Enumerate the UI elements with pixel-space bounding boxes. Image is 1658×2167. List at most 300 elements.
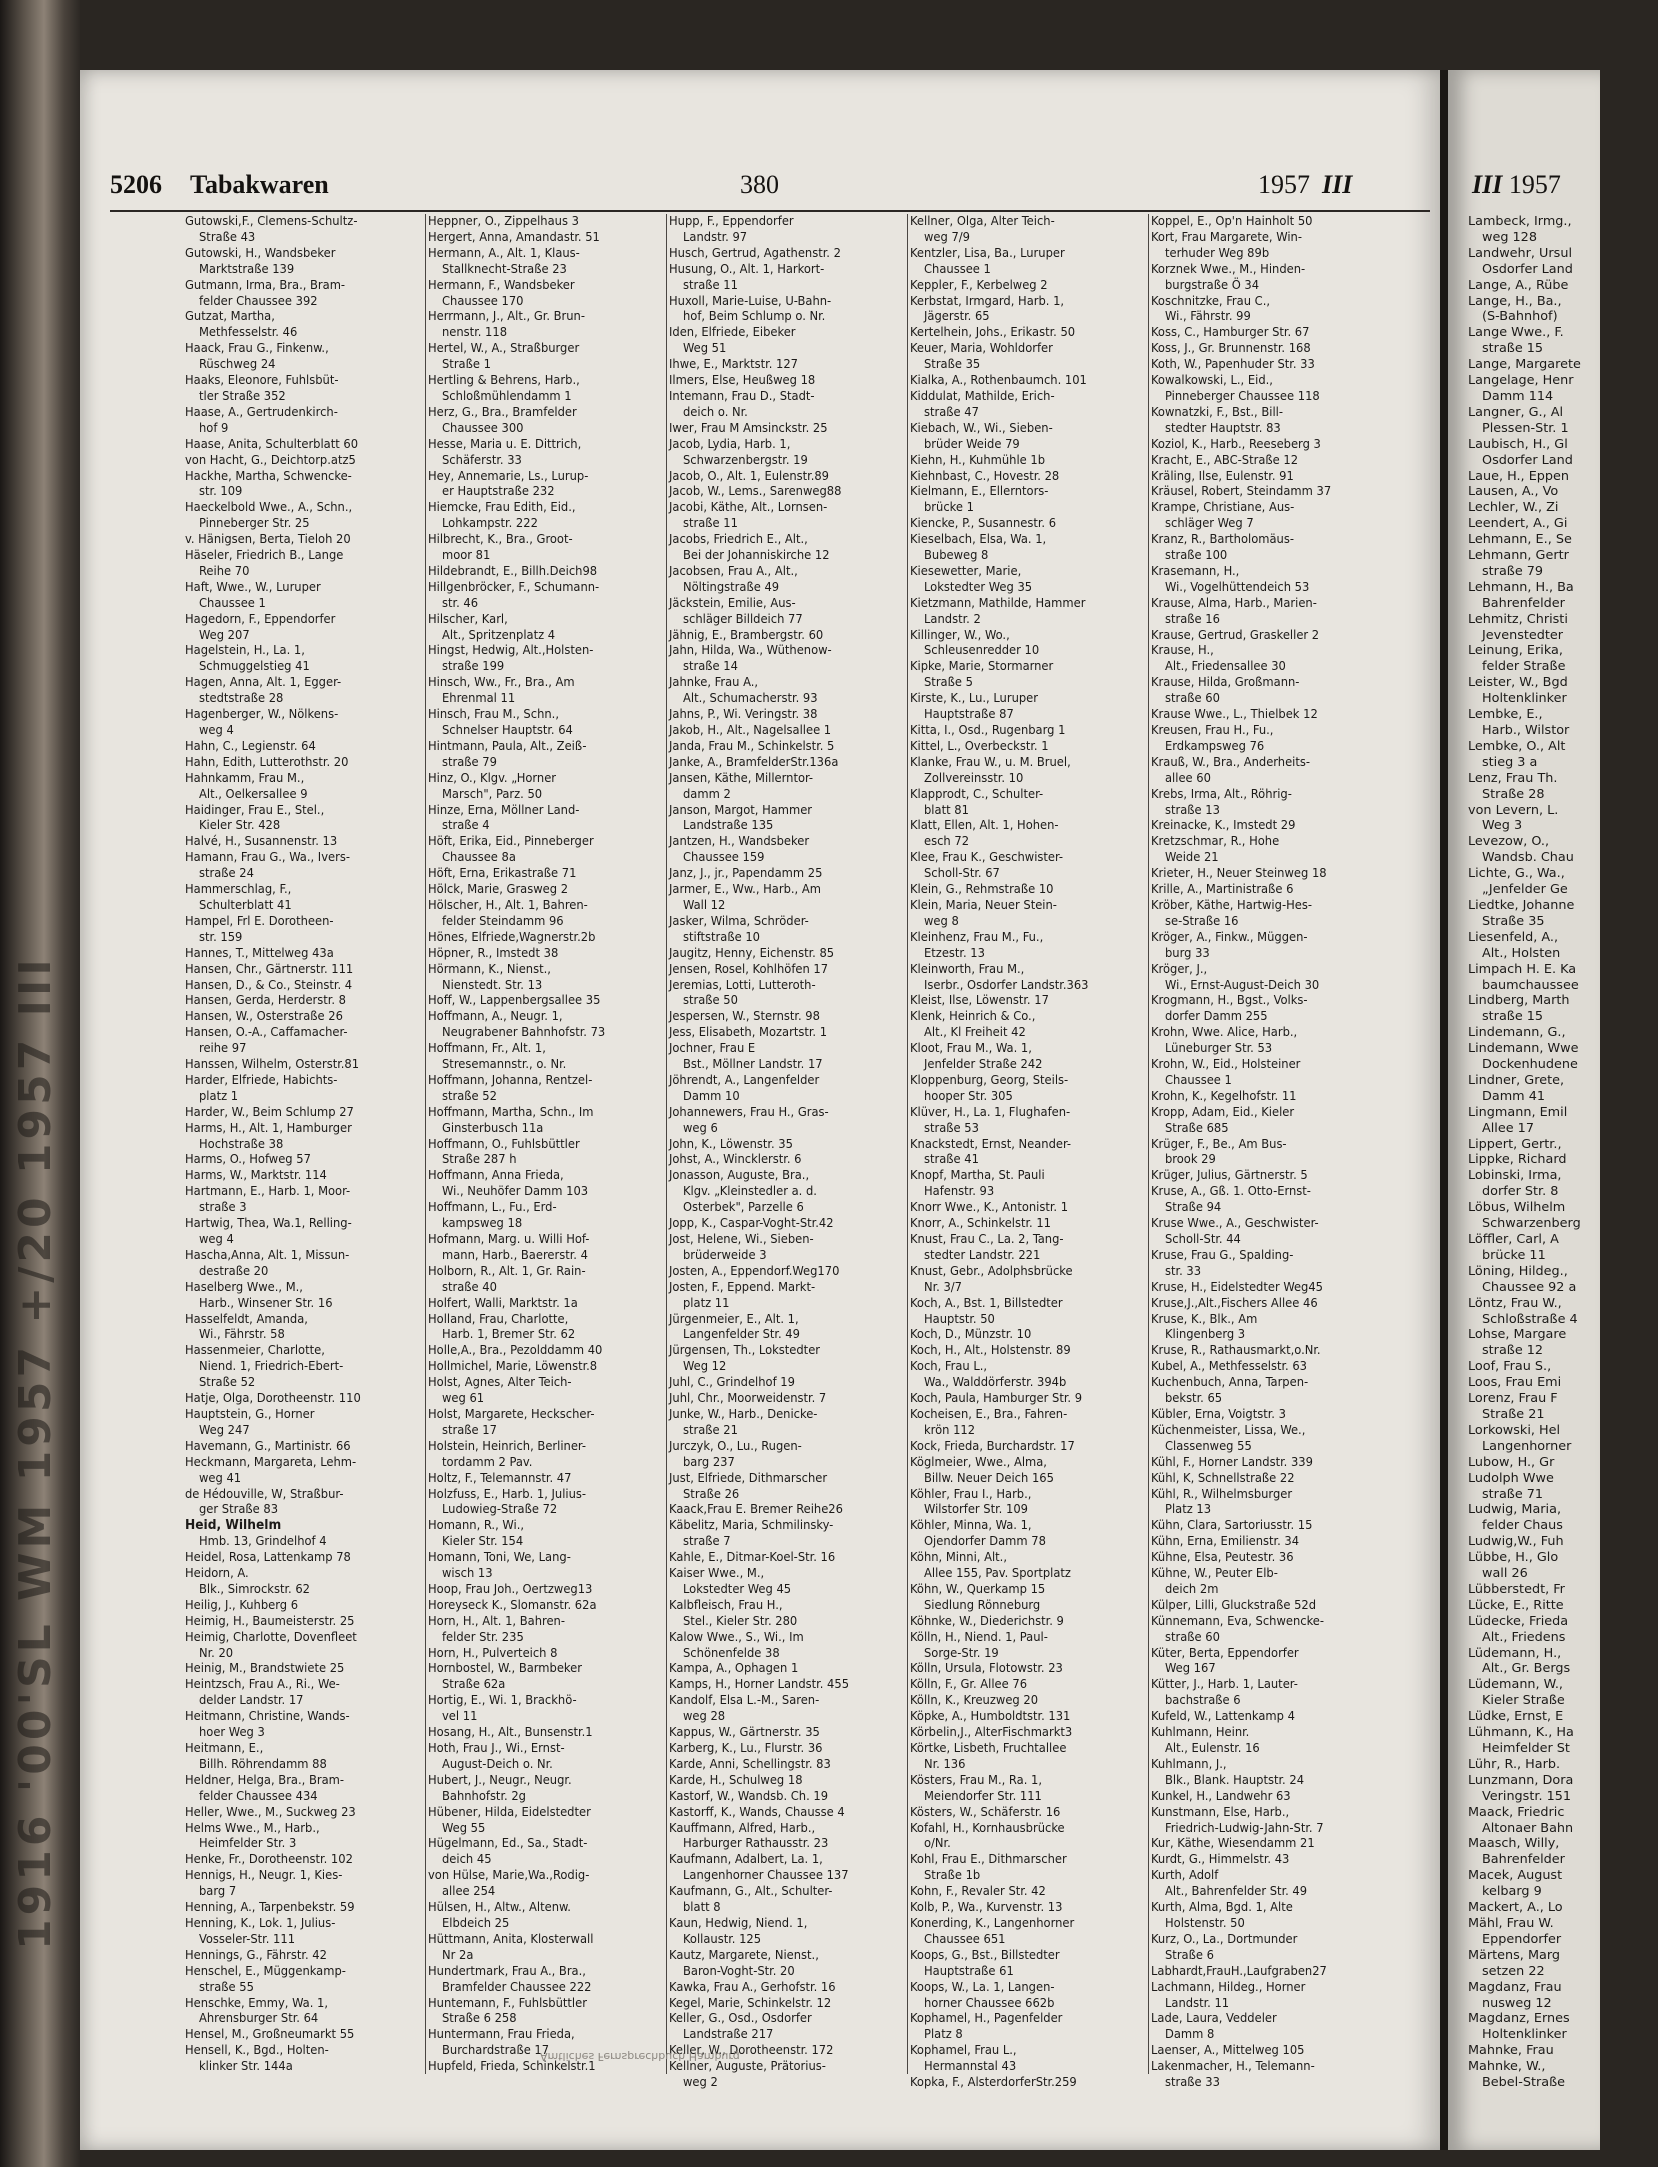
directory-entry: Lembke, E.,: [1468, 707, 1543, 723]
directory-entry: Hoffmann, Fr., Alt. 1,: [428, 1041, 546, 1057]
entry-continuation: Nr. 136: [924, 1756, 966, 1772]
directory-entry: Lange, A., Rübe: [1468, 277, 1569, 293]
entry-continuation: felder Straße: [1482, 659, 1566, 675]
directory-entry: Kufeld, W., Lattenkamp 4: [1151, 1709, 1295, 1725]
directory-entry: von Levern, L.: [1468, 802, 1559, 818]
directory-entry: Holzfuss, E., Harb. 1, Julius-: [428, 1486, 587, 1502]
directory-entry: Jahns, P., Wi. Veringstr. 38: [669, 707, 818, 723]
entry-continuation: straße 3: [199, 1200, 247, 1216]
directory-entry: Jacobi, Käthe, Alt., Lornsen-: [669, 500, 828, 516]
entry-continuation: Wi., Vogelhüttendeich 53: [1165, 579, 1310, 595]
directory-entry: Landwehr, Ursul: [1468, 245, 1573, 261]
directory-entry: Lichte, G., Wa.,: [1468, 866, 1565, 882]
entry-continuation: weg 4: [199, 723, 234, 738]
directory-entry: Kaiser Wwe., M.,: [669, 1566, 765, 1582]
directory-entry: Hoffmann, A., Neugr. 1,: [428, 1009, 563, 1025]
directory-entry: Löntz, Frau W.,: [1468, 1295, 1562, 1311]
directory-entry: Maack, Friedric: [1468, 1804, 1565, 1820]
directory-entry: Lunzmann, Dora: [1468, 1772, 1574, 1788]
directory-entry: Knust, Gebr., Adolphsbrücke: [910, 1263, 1073, 1279]
entry-continuation: wall 26: [1482, 1566, 1528, 1582]
directory-entry: Körbelin,J., AlterFischmarkt3: [910, 1725, 1073, 1741]
entry-continuation: Straße 94: [1165, 1200, 1222, 1216]
directory-entry: Kophamel, H., Pagenfelder: [910, 2011, 1063, 2027]
directory-entry: Kegel, Marie, Schinkelstr. 12: [669, 1995, 832, 2011]
directory-entry: Hatje, Olga, Dorotheenstr. 110: [185, 1391, 361, 1407]
directory-entry: Kuchenbuch, Anna, Tarpen-: [1151, 1375, 1309, 1391]
directory-entry: Kurz, O., La., Dortmunder: [1151, 1931, 1298, 1947]
directory-entry: Höft, Erika, Eid., Pinneberger: [428, 834, 594, 850]
entry-continuation: Landstr. 2: [924, 611, 981, 627]
entry-continuation: Weg 207: [199, 627, 250, 643]
entry-continuation: Jenfelder Straße 242: [924, 1057, 1043, 1073]
entry-continuation: stiftstraße 10: [683, 929, 760, 945]
directory-entry: Lobinski, Irma,: [1468, 1168, 1562, 1184]
entry-continuation: Erdkampsweg 76: [1165, 738, 1265, 754]
entry-continuation: Jägerstr. 65: [924, 309, 990, 325]
entry-continuation: krön 112: [924, 1422, 976, 1438]
directory-entry: Kühne, Elsa, Peutestr. 36: [1151, 1550, 1294, 1566]
entry-continuation: Alt., Gr. Bergs: [1482, 1661, 1571, 1677]
entry-continuation: Heimfelder St: [1482, 1741, 1570, 1756]
directory-entry: Kieselbach, Elsa, Wa. 1,: [910, 532, 1047, 548]
entry-continuation: wisch 13: [442, 1566, 493, 1582]
directory-entry: Just, Elfriede, Dithmarscher: [669, 1470, 828, 1486]
entry-continuation: straße 15: [1482, 1009, 1544, 1025]
directory-entry: Hüttmann, Anita, Klosterwall: [428, 1931, 594, 1947]
directory-entry: Hergert, Anna, Amandastr. 51: [428, 229, 600, 245]
entry-continuation: Alt., Eulenstr. 16: [1165, 1741, 1260, 1756]
directory-entry: Labhardt,FrauH.,Laufgraben27: [1151, 1963, 1327, 1979]
directory-entry: Huntemann, F., Fuhlsbüttler: [428, 1995, 587, 2011]
directory-entry: Köhnke, W., Diederichstr. 9: [910, 1613, 1064, 1629]
entry-continuation: blatt 81: [924, 802, 969, 818]
directory-entry: Haeckelbold Wwe., A., Schn.,: [185, 500, 353, 516]
directory-entry: Knust, Frau C., La. 2, Tang-: [910, 1232, 1064, 1247]
entry-continuation: esch 72: [924, 834, 970, 850]
directory-entry: Künnemann, Eva, Schwencke-: [1151, 1613, 1325, 1629]
directory-entry: Klein, G., Rehmstraße 10: [910, 882, 1054, 898]
directory-entry: Krieter, H., Neuer Steinweg 18: [1151, 866, 1327, 882]
directory-entry: Holtz, F., Telemannstr. 47: [428, 1470, 572, 1486]
entry-continuation: felder Steindamm 96: [442, 913, 564, 929]
entry-continuation: Langenhorner: [1482, 1438, 1572, 1454]
entry-continuation: deich o. Nr.: [683, 404, 748, 420]
directory-entry: Henschke, Emmy, Wa. 1,: [185, 1995, 329, 2011]
directory-entry: Hey, Annemarie, Ls., Lurup-: [428, 468, 589, 484]
entry-continuation: Wi., Neuhöfer Damm 103: [442, 1184, 589, 1200]
directory-entry: Hermann, A., Alt. 1, Klaus-: [428, 245, 580, 261]
entry-continuation: stieg 3 a: [1482, 754, 1538, 770]
entry-continuation: dorfer Str. 8: [1482, 1184, 1559, 1200]
directory-entry: Krasemann, H.,: [1151, 563, 1240, 579]
directory-entry: Kur, Käthe, Wiesendamm 21: [1151, 1836, 1315, 1852]
directory-entry: Höft, Erna, Erikastraße 71: [428, 866, 577, 882]
directory-entry: Jochner, Frau E: [669, 1041, 756, 1057]
directory-entry: Hasselfeldt, Amanda,: [185, 1311, 308, 1327]
directory-entry: Hubert, J., Neugr., Neugr.: [428, 1772, 572, 1788]
directory-entry: Kühl, R., Wilhelmsburger: [1151, 1486, 1293, 1502]
directory-entry: Klee, Frau K., Geschwister-: [910, 850, 1064, 866]
entry-continuation: Straße 6 258: [442, 2011, 517, 2027]
directory-entry: de Hédouville, W, Straßbur-: [185, 1486, 344, 1502]
directory-entry: Käbelitz, Maria, Schmilinsky-: [669, 1518, 834, 1534]
directory-entry: Koschnitzke, Frau C.,: [1151, 293, 1271, 309]
directory-entry: Lehmitz, Christi: [1468, 611, 1568, 627]
directory-entry: Leinung, Erika,: [1468, 643, 1563, 659]
directory-entry: Kitta, I., Osd., Rugenbarg 1: [910, 723, 1066, 738]
directory-entry: Koch, H., Alt., Holstenstr. 89: [910, 1343, 1071, 1359]
directory-entry: Krohn, W., Eid., Holsteiner: [1151, 1057, 1301, 1073]
directory-column-3: [669, 214, 903, 2091]
entry-continuation: Iserbr., Osdorfer Landstr.363: [924, 977, 1089, 993]
directory-entry: Kühn, Clara, Sartoriusstr. 15: [1151, 1518, 1313, 1534]
entry-continuation: bachstraße 6: [1165, 1693, 1241, 1709]
entry-continuation: Bramfelder Chaussee 222: [442, 1979, 592, 1995]
entry-continuation: platz 1: [199, 1088, 239, 1104]
directory-entry: Hofmann, Marg. u. Willi Hof-: [428, 1232, 590, 1247]
directory-entry: Kaufmann, Adalbert, La. 1,: [669, 1852, 823, 1868]
directory-entry: Hildebrandt, E., Billh.Deich98: [428, 563, 598, 579]
directory-entry: Kracht, E., ABC-Straße 12: [1151, 452, 1299, 468]
directory-entry: Kruse, H., Eidelstedter Weg45: [1151, 1279, 1324, 1295]
directory-entry: Hartmann, E., Harb. 1, Moor-: [185, 1184, 351, 1200]
directory-entry: Kandolf, Elsa L.-M., Saren-: [669, 1693, 820, 1709]
directory-entry: Jahn, Hilda, Wa., Wüthenow-: [669, 643, 832, 659]
entry-continuation: allee 254: [442, 1884, 496, 1900]
directory-entry: Jeremias, Lotti, Lutteroth-: [669, 977, 816, 993]
directory-entry: Ludolph Wwe: [1468, 1470, 1554, 1486]
entry-continuation: Straße 52: [199, 1375, 256, 1391]
directory-entry: Harms, O., Hofweg 57: [185, 1152, 311, 1168]
directory-entry: Hupp, F., Eppendorfer: [669, 214, 794, 229]
entry-continuation: Weg 3: [1482, 818, 1523, 834]
directory-entry: Lubow, H., Gr: [1468, 1454, 1555, 1470]
entry-continuation: mann, Harb., Baererstr. 4: [442, 1247, 588, 1263]
directory-entry: Kaack,Frau E. Bremer Reihe26: [669, 1502, 843, 1518]
directory-entry: Koth, W., Papenhuder Str. 33: [1151, 357, 1315, 373]
entry-continuation: felder Chaus: [1482, 1518, 1563, 1534]
entry-continuation: Nr 2a: [442, 1947, 474, 1963]
entry-continuation: Pinneberger Chaussee 118: [1165, 388, 1320, 404]
entry-continuation: straße 52: [442, 1088, 497, 1104]
entry-continuation: Straße 35: [924, 357, 981, 373]
entry-continuation: burg 33: [1165, 945, 1210, 961]
entry-continuation: straße 13: [1165, 802, 1220, 818]
directory-entry: Külper, Lilli, Gluckstraße 52d: [1151, 1597, 1317, 1613]
entry-continuation: straße 14: [683, 659, 738, 675]
directory-entry: Jürgensen, Th., Lokstedter: [669, 1343, 821, 1359]
directory-entry: Janda, Frau M., Schinkelstr. 5: [669, 738, 835, 754]
entry-continuation: straße 47: [924, 404, 979, 420]
entry-continuation: Chaussee 170: [442, 293, 524, 309]
directory-entry: Lehmann, H., Ba: [1468, 579, 1574, 595]
directory-entry: Hertling & Behrens, Harb.,: [428, 373, 580, 389]
directory-entry: Hennings, G., Fährstr. 42: [185, 1947, 327, 1963]
directory-entry: Laue, H., Eppen: [1468, 468, 1570, 484]
entry-continuation: Nr. 20: [199, 1645, 234, 1661]
directory-entry: Kunstmann, Else, Harb.,: [1151, 1804, 1290, 1820]
directory-entry: Janke, A., BramfelderStr.136a: [669, 754, 839, 770]
header-section: Tabakwaren: [190, 170, 329, 199]
directory-entry: Gutmann, Irma, Bra., Bram-: [185, 277, 346, 293]
right-page-volume: III: [1472, 170, 1503, 199]
entry-continuation: Hauptstr. 50: [924, 1311, 995, 1327]
directory-entry: Huxoll, Marie-Luise, U-Bahn-: [669, 293, 832, 309]
directory-entry: Lange, H., Ba.,: [1468, 293, 1562, 309]
entry-continuation: straße 17: [442, 1422, 497, 1438]
entry-continuation: deich 45: [442, 1852, 492, 1868]
entry-continuation: „Jenfelder Ge: [1482, 882, 1568, 898]
directory-entry: Jacob, W., Lems., Sarenweg88: [669, 484, 842, 500]
directory-entry: Lindemann, Wwe: [1468, 1041, 1579, 1057]
directory-entry: Iwer, Frau M Amsinckstr. 25: [669, 420, 828, 436]
directory-entry: Hörmann, K., Nienst.,: [428, 961, 551, 977]
entry-continuation: Marktstraße 139: [199, 261, 295, 277]
entry-continuation: Siedlung Rönneburg: [924, 1597, 1041, 1613]
directory-entry: Jantzen, H., Wandsbeker: [669, 834, 810, 850]
directory-entry: Hintmann, Paula, Alt., Zeiß-: [428, 738, 587, 754]
directory-column-4: [910, 214, 1144, 2091]
directory-column-1: [185, 214, 419, 2074]
entry-continuation: Stresemannstr., o. Nr.: [442, 1057, 567, 1073]
entry-continuation: Landstraße 217: [683, 2027, 774, 2043]
directory-entry: Krause, Alma, Harb., Marien-: [1151, 595, 1317, 611]
entry-continuation: Schönenfelde 38: [683, 1645, 780, 1661]
entry-continuation: Bei der Johanniskirche 12: [683, 548, 830, 564]
entry-continuation: Bst., Möllner Landstr. 17: [683, 1057, 823, 1073]
directory-entry: Langner, G., Al: [1468, 404, 1564, 420]
directory-entry: Hollmichel, Marie, Löwenstr.8: [428, 1359, 598, 1375]
directory-entry: Jürgenmeier, E., Alt. 1,: [669, 1311, 799, 1327]
entry-continuation: Schäferstr. 33: [442, 452, 522, 468]
directory-entry: Hanssen, Wilhelm, Osterstr.81: [185, 1057, 360, 1073]
directory-entry: Kröber, Käthe, Hartwig-Hes-: [1151, 897, 1312, 913]
directory-entry: Intemann, Frau D., Stadt-: [669, 388, 815, 404]
directory-entry: Jurczyk, O., Lu., Rugen-: [669, 1438, 802, 1454]
header-number: 5206: [110, 170, 162, 199]
directory-entry: Kühn, Erna, Emilienstr. 34: [1151, 1534, 1300, 1550]
directory-entry: Kurth, Adolf: [1151, 1868, 1219, 1884]
directory-entry: Hinz, O., Klgv. „Horner: [428, 770, 557, 786]
directory-entry: Levezow, O.,: [1468, 834, 1550, 850]
directory-entry: Kittel, L., Overbeckstr. 1: [910, 738, 1049, 754]
directory-entry: Kerbstat, Irmgard, Harb. 1,: [910, 293, 1065, 309]
directory-entry: Kautz, Margarete, Nienst.,: [669, 1947, 819, 1963]
directory-entry: Kunkel, H., Landwehr 63: [1151, 1788, 1291, 1804]
directory-entry: John, K., Löwenstr. 35: [669, 1136, 793, 1152]
entry-continuation: Weg 12: [683, 1359, 727, 1375]
directory-entry: Huntermann, Frau Frieda,: [428, 2027, 575, 2043]
entry-continuation: ger Straße 83: [199, 1502, 279, 1518]
directory-entry: Jöhrendt, A., Langenfelder: [669, 1072, 820, 1088]
entry-continuation: hof, Beim Schlump o. Nr.: [683, 309, 826, 325]
directory-entry: Märtens, Marg: [1468, 1947, 1560, 1963]
directory-entry: Jansen, Käthe, Millerntor-: [669, 770, 814, 786]
entry-continuation: Alt., Holsten: [1482, 945, 1561, 961]
directory-entry: Kühl, F., Horner Landstr. 339: [1151, 1454, 1313, 1470]
directory-entry: Häseler, Friedrich B., Lange: [185, 548, 344, 564]
directory-entry: Jess, Elisabeth, Mozartstr. 1: [669, 1025, 828, 1041]
entry-continuation: Zollvereinsstr. 10: [924, 770, 1024, 786]
directory-entry: Holstein, Heinrich, Berliner-: [428, 1438, 586, 1454]
entry-continuation: Harb. 1, Bremer Str. 62: [442, 1327, 576, 1343]
entry-continuation: schläger Weg 7: [1165, 516, 1254, 532]
directory-entry: Lambeck, Irmg.,: [1468, 214, 1572, 229]
directory-entry: Gutowski, H., Wandsbeker: [185, 245, 336, 261]
directory-entry: Kalow Wwe., S., Wi., Im: [669, 1629, 804, 1645]
directory-entry: Husch, Gertrud, Agathenstr. 2: [669, 245, 841, 261]
entry-continuation: Sorge-Str. 19: [924, 1645, 999, 1661]
entry-continuation: Bahnhofstr. 2g: [442, 1788, 526, 1804]
directory-entry: Haft, Wwe., W., Luruper: [185, 579, 321, 595]
entry-continuation: Alt., Schumacherstr. 93: [683, 691, 818, 707]
directory-entry: Lorenz, Frau F: [1468, 1391, 1558, 1407]
directory-entry: Janz, J., jr., Papendamm 25: [669, 866, 823, 882]
entry-continuation: Holtenklinker: [1482, 691, 1567, 707]
directory-entry: Kropp, Adam, Eid., Kieler: [1151, 1104, 1295, 1120]
entry-continuation: (S-Bahnhof): [1482, 309, 1558, 325]
directory-entry: Kiesewetter, Marie,: [910, 563, 1022, 579]
directory-entry: Lenz, Frau Th.: [1468, 770, 1558, 786]
directory-entry: Kellner, Olga, Alter Teich-: [910, 214, 1055, 229]
entry-continuation: straße 199: [442, 659, 505, 675]
directory-entry: Haase, A., Gertrudenkirch-: [185, 404, 338, 420]
entry-continuation: Bahrenfelder: [1482, 595, 1565, 611]
directory-entry: Kietzmann, Mathilde, Hammer: [910, 595, 1086, 611]
directory-entry: Hübener, Hilda, Eidelstedter: [428, 1804, 591, 1820]
directory-column-5: [1151, 214, 1385, 2091]
entry-continuation: Scholl-Str. 44: [1165, 1232, 1241, 1247]
entry-continuation: straße 71: [1482, 1486, 1544, 1502]
entry-continuation: Straße 62a: [442, 1677, 506, 1693]
directory-entry: Hoffmann, O., Fuhlsbüttler: [428, 1136, 580, 1152]
directory-entry: Jacob, O., Alt. 1, Eulenstr.89: [669, 468, 829, 484]
directory-entry: Harder, Elfriede, Habichts-: [185, 1072, 338, 1088]
entry-continuation: Lohkampstr. 222: [442, 516, 538, 532]
entry-continuation: Landstr. 97: [683, 229, 748, 245]
entry-continuation: Schulterblatt 41: [199, 897, 292, 913]
entry-continuation: Straße 43: [199, 229, 256, 245]
entry-continuation: weg 6: [683, 1120, 718, 1136]
directory-entry: Hingst, Hedwig, Alt.,Holsten-: [428, 643, 594, 659]
entry-continuation: straße 12: [1482, 1343, 1544, 1359]
directory-entry: Horn, H., Alt. 1, Bahren-: [428, 1613, 565, 1629]
entry-continuation: Wi., Ernst-August-Deich 30: [1165, 977, 1320, 993]
entry-continuation: blatt 8: [683, 1900, 721, 1916]
entry-continuation: weg 28: [683, 1709, 726, 1725]
directory-entry: Jacobs, Friedrich E., Alt.,: [669, 532, 808, 548]
entry-continuation: Straße 26: [683, 1486, 740, 1502]
directory-entry: Lohse, Margare: [1468, 1327, 1567, 1343]
directory-entry: Heldner, Helga, Bra., Bram-: [185, 1772, 345, 1788]
entry-continuation: delder Landstr. 17: [199, 1693, 304, 1709]
directory-entry: Herrmann, J., Alt., Gr. Brun-: [428, 309, 586, 325]
directory-entry: Kohl, Frau E., Dithmarscher: [910, 1852, 1067, 1868]
directory-entry: Hassenmeier, Charlotte,: [185, 1343, 325, 1359]
directory-entry: Jacobsen, Frau A., Alt.,: [669, 563, 798, 579]
directory-entry: Josten, F., Eppend. Markt-: [669, 1279, 816, 1295]
directory-entry: Krampe, Christiane, Aus-: [1151, 500, 1295, 516]
directory-entry: Holland, Frau, Charlotte,: [428, 1311, 569, 1327]
entry-continuation: Methfesselstr. 46: [199, 325, 298, 341]
entry-continuation: nenstr. 118: [442, 325, 508, 341]
directory-entry: Laenser, A., Mittelweg 105: [1151, 2043, 1305, 2059]
column-divider: [425, 214, 426, 2074]
directory-entry: Kruse, Frau G., Spalding-: [1151, 1247, 1294, 1263]
entry-continuation: Hauptstraße 87: [924, 707, 1014, 723]
book-gutter: [1440, 70, 1448, 2150]
entry-continuation: straße 60: [1165, 1629, 1220, 1645]
entry-continuation: Ahrensburger Str. 64: [199, 2011, 319, 2027]
directory-entry: Kruse, A., Gß. 1. Otto-Ernst-: [1151, 1184, 1311, 1200]
directory-entry: Lechler, W., Zi: [1468, 500, 1559, 516]
footer-mark: Amtliches Fernsprechbuch Hamburg: [540, 2050, 740, 2063]
directory-entry: Ilmers, Else, Heußweg 18: [669, 373, 816, 389]
directory-entry: Macek, August: [1468, 1868, 1563, 1884]
entry-continuation: Jevenstedter: [1482, 627, 1564, 643]
directory-entry: Klanke, Frau W., u. M. Bruel,: [910, 754, 1071, 770]
entry-continuation: Hauptstraße 61: [924, 1963, 1014, 1979]
entry-continuation: straße 24: [199, 866, 254, 882]
directory-entry: Kaun, Hedwig, Niend. 1,: [669, 1915, 808, 1931]
entry-continuation: Straße 287 h: [442, 1152, 517, 1168]
directory-entry: Hagelstein, H., La. 1,: [185, 643, 305, 659]
entry-continuation: weg 7/9: [924, 229, 970, 245]
entry-continuation: Chaussee 8a: [442, 850, 516, 866]
directory-entry: Henning, A., Tarpenbekstr. 59: [185, 1900, 355, 1916]
directory-entry: Josten, A., Eppendorf.Weg170: [669, 1263, 840, 1279]
entry-continuation: felder Chaussee 434: [199, 1788, 318, 1804]
directory-entry: Hansen, Gerda, Herderstr. 8: [185, 993, 346, 1009]
directory-entry: Havemann, G., Martinistr. 66: [185, 1438, 351, 1454]
directory-entry: Heckmann, Margareta, Lehm-: [185, 1454, 357, 1470]
directory-entry: Lühr, R., Harb.: [1468, 1756, 1561, 1772]
entry-continuation: Bahrenfelder: [1482, 1852, 1565, 1868]
entry-continuation: Wi., Fährstr. 99: [1165, 309, 1251, 325]
entry-continuation: Etzestr. 13: [924, 945, 985, 961]
entry-continuation: Marsch", Parz. 50: [442, 786, 543, 802]
entry-continuation: Wandsb. Chau: [1482, 850, 1574, 866]
header-year: 1957: [1258, 170, 1310, 199]
entry-continuation: Stel., Kieler Str. 280: [683, 1613, 798, 1629]
entry-continuation: Wall 12: [683, 897, 726, 913]
page-header: [110, 170, 1440, 210]
entry-continuation: Osdorfer Land: [1482, 452, 1573, 468]
entry-continuation: Burchardstraße 17: [442, 2043, 550, 2059]
directory-entry: Lübberstedt, Fr: [1468, 1581, 1565, 1597]
entry-continuation: Landstraße 135: [683, 818, 774, 834]
directory-entry: Lübbe, H., Glo: [1468, 1550, 1559, 1566]
entry-continuation: Straße 6: [1165, 1947, 1214, 1963]
directory-entry: Hahnkamm, Frau M.,: [185, 770, 305, 786]
directory-entry: Kowalkowski, L., Eid.,: [1151, 373, 1273, 389]
directory-entry: Hupfeld, Frieda, Schinkelstr.1: [428, 2059, 596, 2075]
directory-entry: Heinig, M., Brandstwiete 25: [185, 1661, 345, 1677]
directory-entry: Hölck, Marie, Grasweg 2: [428, 882, 569, 898]
directory-columns: [185, 214, 1385, 2091]
directory-entry: Juhl, Chr., Moorweidenstr. 7: [669, 1391, 827, 1407]
entry-continuation: Blk., Simrockstr. 62: [199, 1581, 310, 1597]
entry-continuation: destraße 20: [199, 1263, 269, 1279]
right-page-header: [1472, 170, 1561, 200]
entry-continuation: Damm 41: [1482, 1088, 1545, 1104]
directory-entry: Knorr Wwe., K., Antonistr. 1: [910, 1200, 1069, 1216]
directory-entry: Jopp, K., Caspar-Voght-Str.42: [669, 1216, 834, 1232]
entry-continuation: Alt., Friedens: [1482, 1629, 1566, 1645]
directory-entry: Klapprodt, C., Schulter-: [910, 786, 1044, 802]
directory-entry: Horn, H., Pulverteich 8: [428, 1645, 558, 1661]
